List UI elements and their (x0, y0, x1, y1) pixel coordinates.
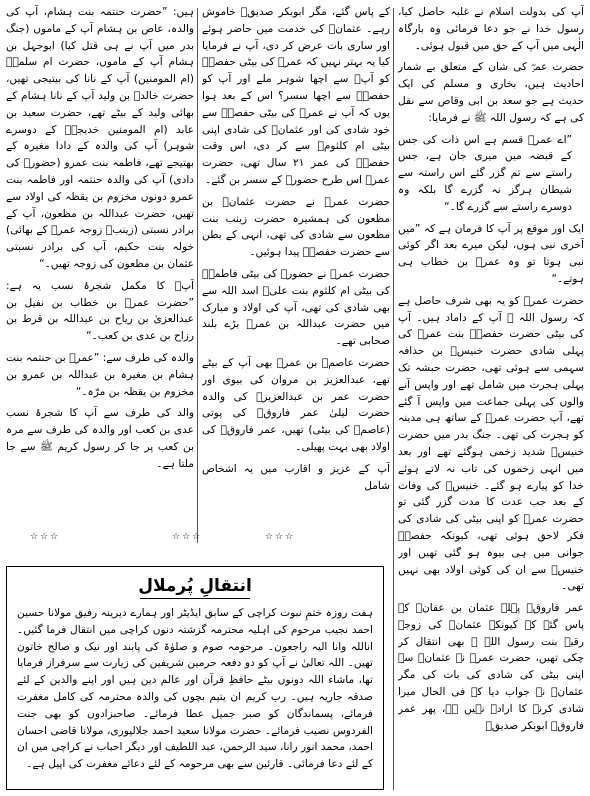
paragraph: ایک اور موقع پر آپ کا فرمان ہے کہ ”میں آخری نبی ہوں، لیکن میرے بعد اگر کوئی نبی ہوتا تو وہ عمرؓ بن خطاب ہی ہوتے۔“ (398, 222, 584, 285)
paragraph: آپؓ کا مکمل شجرۂ نسب یہ ہے: ”حضرت عمرؓ بن خطاب بن نفیل بن عبدالعزیٰ بن ریاح بن عبداللہ بن قرط بن رزاح بن عدی بن کعب۔“ (6, 279, 194, 343)
paragraph: والدہ کی طرف سے: ”عمرؓ بن حنتمہ بنت ہشام بن مغیرہ بن عبداللہ بن عمرو بن مخزوم بن یقظہ بن مرّہ۔“ (6, 351, 194, 398)
paragraph: حضرت عمرؓ نے حضورؐ کی بیٹی فاطمہؓ کی بیٹی ام کلثوم بنت علیؓ اسد اللہ سے بھی شادی کی تھی، آپ کی اولاد و مبارک میں حضرت عبداللہ بن عمرؓ بڑے بلند صحابی تھے۔ (202, 267, 390, 348)
paragraph: عمر فاروقؓ پہلے عثمان بن عفانؓ کے پاس گئے کہ کیونکہ عثمانؓ کی زوجہ رقیہ بنت رسول اللہ ﷺ بھی انتقال کر چکی تھیں، حضرت عمرؓ نے عثمانؓ سے اپنی بیٹی کی شادی کی بات کی مگر عثمانؓ نے جواب دیا کہ فی الحال میرا شادی کرنے کا ارادہ نہیں ہے، پھر عمر فاروقؓ ابوبکر صدیقؓ (398, 602, 584, 732)
paragraph: کے پاس گئے، مگر ابوبکر صدیقؓ خاموش رہے۔ عثمانؓ کی خدمت میں حاضر ہوئے اور ساری بات عرض کر دی، آپ نے فرمایا کیا یہ بہتر نہیں کہ عمرؓ کی بیٹی حفصہؓ کو آپؐ سے اچھا شوہر ملے اور آپ کو حفصہؓ سے اچھا سسر؟ اس کے بعد ہوا یوں کہ آپ نے عمرؓ کی بیٹی حفصہؓ سے خود شادی کی اور عثمانؓ کی شادی اپنی بیٹی ام کلثومؓ سے کر دی، اس وقت حفصہؓ کی عمر ۲۱ سال تھی، حضرت عمرؓ اس طرح حضورؐ کے سسر بن گئے۔ (202, 6, 390, 186)
title-underline (140, 598, 250, 599)
paragraph: حضرت عمرؓ کی شان کے متعلق بے شمار احادیث ہیں، بخاری و مسلم کی ایک حدیث ہے جو سعد بن ابی وقاص سے نقل کی ہے کہ رسول اللہ ﷺ نے فرمایا: (398, 61, 584, 124)
paragraph: حضرت عمرؓ کو یہ بھی شرف حاصل ہے کہ رسول اللہ ﷺ آپ کے داماد ہیں۔ آپ کی بیٹی حضرت حفصہؓ بنت عمرؓ کی پہلی شادی حضرت خنیسؓ بن حذافہ سہمی سے ہوئی تھی، حضرت حبشہ تک پہلی ہجرت میں شامل تھے اور واپس آنے والوں کی پہلی جماعت میں واپس آ گئے تھے، آپ حضرت عمرؓ کے ساتھ ہی مدینہ کو ہجرت کی تھی۔ جنگ بدر میں حضرت خنیسؓ شدید زخمی ہوگئے تھے اور بعد میں انہی زخموں کی تاب نہ لاتے ہوئے خدا کو پیارے ہو گئے۔ خنیسؓ کی وفات کے بعد جب عدت کا مدت گزر گئی تو حضرت عمرؓ کو اپنی بیٹی کی شادی کی فکر لاحق ہوئی تھی، کیونکہ حفصہؓ جوانی میں ہی بیوہ ہو گئی تھیں اور خنیسؓ سے ان کی کوئی اولاد بھی نہیں تھی۔ (398, 294, 584, 593)
paragraph: آپ کے عزیز و اقارب میں یہ اشخاص شامل (202, 462, 390, 492)
column-middle (202, 4, 390, 546)
paragraph: والد کی طرف سے آپ کا شجرۂ نسب عدی بن کعب اور والدہ کی طرف سے مرہ بن کعب پر جا کر رسول کریم ﷺ سے جا ملتا ہے۔ (6, 407, 194, 470)
obituary-body: ہفت روزہ ختمِ نبوت کراچی کے سابق ایڈیٹر اور ہمارے دیرینہ رفیق مولانا حسین احمد نجیب مرحوم کی اہلیہ محترمہ گزشتہ دنوں کراچی میں انتقال فرما گئیں۔ اناللہ وانا الیہ راجعون۔ مرحومہ صوم و صلوٰۃ کی پابند اور نیک و صالح خاتون تھیں۔ اللہ تعالیٰ نے آپ کو دو دفعہ حرمین شریفین کی زیارت سے سرفراز فرمایا تھا، ماشاء اللہ دونوں بیٹے حافظِ قرآن اور عالم دین ہیں اور اپنے والدین کے لئے صدقہ جاریہ ہیں۔ رب کریم ان یتیم بچوں کی والدہ محترمہ کی کامل مغفرت فرمائے، پسماندگان کو صبر جمیل عطا فرمائے۔ صاحبزادوں کو بھی جنت الفردوس نصیب فرمائے۔ حضرت مولانا سعید احمد جلالپوری، مولانا قاضی احسان احمد، محمد انور رانا، سید الرحمن، عبد اللطیف اور دیگر احباب نے کراچی میں ان کے لئے دعا فرمائی۔ قارئین سے بھی مرحومہ کے لئے دعائے مغفرت کی اپیل ہے۔ (17, 607, 373, 771)
quoted-hadith: ”اے عمرؓ قسم ہے اس ذات کی جس کے قبضہ میں میری جان ہے، جس راستے سے تم گزر گئے اس راستہ سے شیطان ہرگز نہ گزرے گا بلکہ وہ دوسرے راستے سے گزرے گا۔“ (398, 133, 572, 213)
obituary-box (6, 566, 384, 790)
paragraph: آپ کی بدولت اسلام نے غلبہ حاصل کیا، رسول خدا نے جو دعا فرمائی وہ بارگاہ الٰہی میں آپ کے حق میں قبول ہوئی۔ (398, 6, 584, 52)
paragraph: حضرت عمرؓ نے حضرت عثمانؓ بن مظعون کی ہمشیرہ حضرت زینب بنت مظعون سے شادی کی تھی، انہی کے بطن سے حضرت حفصہؓ پیدا ہوئیں۔ (202, 195, 390, 259)
separator-stars: ☆☆☆ (265, 532, 296, 542)
separator-stars: ☆☆☆ (30, 532, 61, 542)
paragraph: ہیں: ”حضرت حنتمہ بنت ہشام، آپ کی والدہ، عاص بن ہشام آپ کے ماموں (جنگ بدر میں آپ نے ہی قتل کیا) ابوجہل بن ہشام آپ کے ماموں، حضرت ام سلمہؓ (ام المومنین) آپ کے نانا کی بیتیجی تھیں، حضرت خالدؓ بن ولید آپ کے نانا ہشام کے بھائی ولید کے بیٹے تھے، حضرت سعید بن عابد (ام المومنین خدیجہؓ کے دوسرے شوہر) آپ کی والدہ کے دادا مغیرہ کے بھتیجے تھے، فاطمہ بنت عمرو (حضورؐ کی دادی) آپ کی والدہ حنتمہ اور فاطمہ بنت عمرو دونوں مخزوم بن یقظہ کی اولاد سے تھیں، حضرت عبداللہ بن مظعون، آپ کے برادر نسبتی (زینبؓ زوجہ عمرؓ کے بھائی) خولہ بنت حکیم، آپ کی برادر نسبتی عثمان بن مظعون کی زوجہ تھیں۔“ (6, 6, 194, 270)
column-right (398, 4, 584, 794)
separator-stars: ☆☆☆ (172, 532, 203, 542)
column-divider (197, 8, 198, 543)
obituary-title: انتقالِ پُرملال (138, 576, 252, 596)
column-left (6, 4, 194, 546)
column-divider (393, 8, 394, 790)
paragraph: حضرت عاصمؓ بن عمرؓ بھی آپ کے بیٹے تھے، عبدالعزیز بن مروان کی بیوی اور حضرت عمر بن عبدالعزیزؒ کی والدہ حضرت لیلیٰ عمر فاروقؓ کی پوتی (عاصمؓ کی بیٹی) تھیں، عمر فاروقؓ کی اولاد بھی بہت پھیلی۔ (202, 356, 390, 453)
